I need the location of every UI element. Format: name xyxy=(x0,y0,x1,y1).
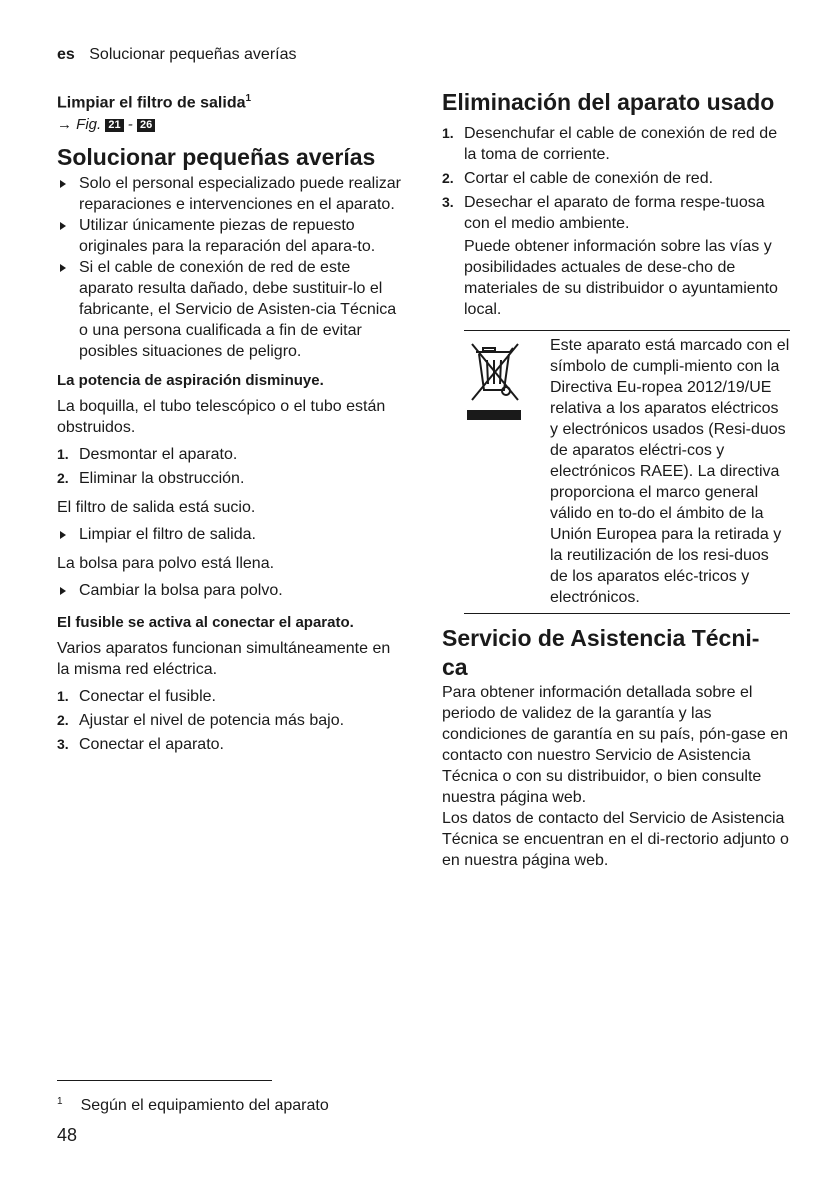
cause-text: La bolsa para polvo está llena. xyxy=(57,555,275,573)
bullet-triangle-icon xyxy=(60,531,66,539)
weee-text: Este aparato está marcado con el símbolo de cumpli-miento con la Directiva Eu-ropea 2012/19/UE relativa a los aparatos eléctricos y electrónicos usados (Resi-duos de aparatos eléctri-cos y electrónicos RAEE). La directiva proporciona el marco general válido en to-do el ámbito de la Unión Europea para la retirada y la reutilización de los resi-duos de los aparatos eléc-tricos y electrónicos. xyxy=(550,337,790,606)
footnote-ref[interactable]: 1 xyxy=(245,93,252,104)
figure-reference: → Fig. 21 - 26 xyxy=(57,115,402,135)
bullet-triangle-icon xyxy=(60,180,66,188)
step-item: 2. Ajustar el nivel de potencia más bajo. xyxy=(57,712,345,730)
footnote-divider xyxy=(57,1080,272,1081)
step-item: 2. Cortar el cable de conexión de red. xyxy=(442,170,714,187)
bullet-item: Cambiar la bolsa para polvo. xyxy=(57,580,402,601)
bullet-item: Utilizar únicamente piezas de repuesto originales para la reparación del apara-to. xyxy=(57,215,402,257)
problem-heading-fuse: El fusible se activa al conectar el aparato. xyxy=(57,614,354,632)
figure-26-badge: 26 xyxy=(137,119,155,132)
bullet-item: Limpiar el filtro de salida. xyxy=(57,524,402,545)
step-item: 3. Desechar el aparato de forma respe-tuosa con el medio ambiente. xyxy=(442,194,765,232)
service-contact-paragraph: Los datos de contacto del Servicio de Asistencia Técnica se encuentran en el di-rectorio adjunto o en nuestra página web. xyxy=(442,810,789,869)
step-item: 1. Desmontar el aparato. xyxy=(57,446,238,464)
bullet-triangle-icon xyxy=(60,222,66,230)
footnote: $^1$ Según el equipamiento del aparato xyxy=(57,1096,329,1114)
footnote-mark: 1 xyxy=(57,1096,63,1107)
weee-notice xyxy=(464,330,790,614)
header-title: Solucionar pequeñas averías xyxy=(89,46,297,63)
right-column xyxy=(442,88,790,871)
disposal-note: Puede obtener información sobre las vías y posibilidades actuales de dese-cho de materiales de su distribuidor o ayuntamiento local. xyxy=(464,238,778,318)
steps-list xyxy=(57,444,402,489)
page-number: 48 xyxy=(57,1125,78,1145)
step-item: 1. Desenchufar el cable de conexión de red de la toma de corriente. xyxy=(442,125,778,163)
running-header xyxy=(57,46,297,64)
section-title: Solucionar pequeñas averías xyxy=(57,144,376,171)
figure-21-badge: 21 xyxy=(105,119,123,132)
bullet-triangle-icon xyxy=(60,264,66,272)
crossed-out-wheelie-bin-icon xyxy=(464,338,526,424)
language-code: es xyxy=(57,46,75,63)
cause-text: La boquilla, el tubo telescópico o el tubo están obstruidos. xyxy=(57,398,386,437)
bullet-item: Si el cable de conexión de red de este aparato resulta dañado, debe sustituir-lo el fabricante, el Servicio de Asisten-cia Técnica o una persona cualificada a fin de evitar posibles situaciones de peligro. xyxy=(57,257,402,362)
disposal-title: Eliminación del aparato usado xyxy=(442,89,775,115)
left-column xyxy=(57,88,402,755)
safety-bullets xyxy=(57,173,402,362)
cause-text: Varios aparatos funcionan simultáneamente en la misma red eléctrica. xyxy=(57,640,391,679)
step-item: 2. Eliminar la obstrucción. xyxy=(57,470,245,488)
service-title: Servicio de Asistencia Técni- ca xyxy=(442,625,760,680)
service-paragraph: Para obtener información detallada sobre el periodo de validez de la garantía y las condiciones de garantía en su país, pón-gase en contacto con nuestro Servicio de Asistencia Técnica o con su distribuidor, o bien consulte nuestra página web. xyxy=(442,684,789,806)
filter-heading: Limpiar el filtro de salida$^1$ xyxy=(57,93,252,112)
disposal-steps xyxy=(442,123,790,234)
problem-heading-suction: La potencia de aspiración disminuye. xyxy=(57,372,324,390)
steps-list xyxy=(57,686,402,755)
step-item: 3. Conectar el aparato. xyxy=(57,736,224,754)
weee-icon-container xyxy=(464,335,550,608)
bullet-triangle-icon xyxy=(60,587,66,595)
step-item: 1. Conectar el fusible. xyxy=(57,688,216,706)
bullet-item: Solo el personal especializado puede realizar reparaciones e intervenciones en el aparato. xyxy=(57,173,402,215)
cause-text: El filtro de salida está sucio. xyxy=(57,499,256,517)
